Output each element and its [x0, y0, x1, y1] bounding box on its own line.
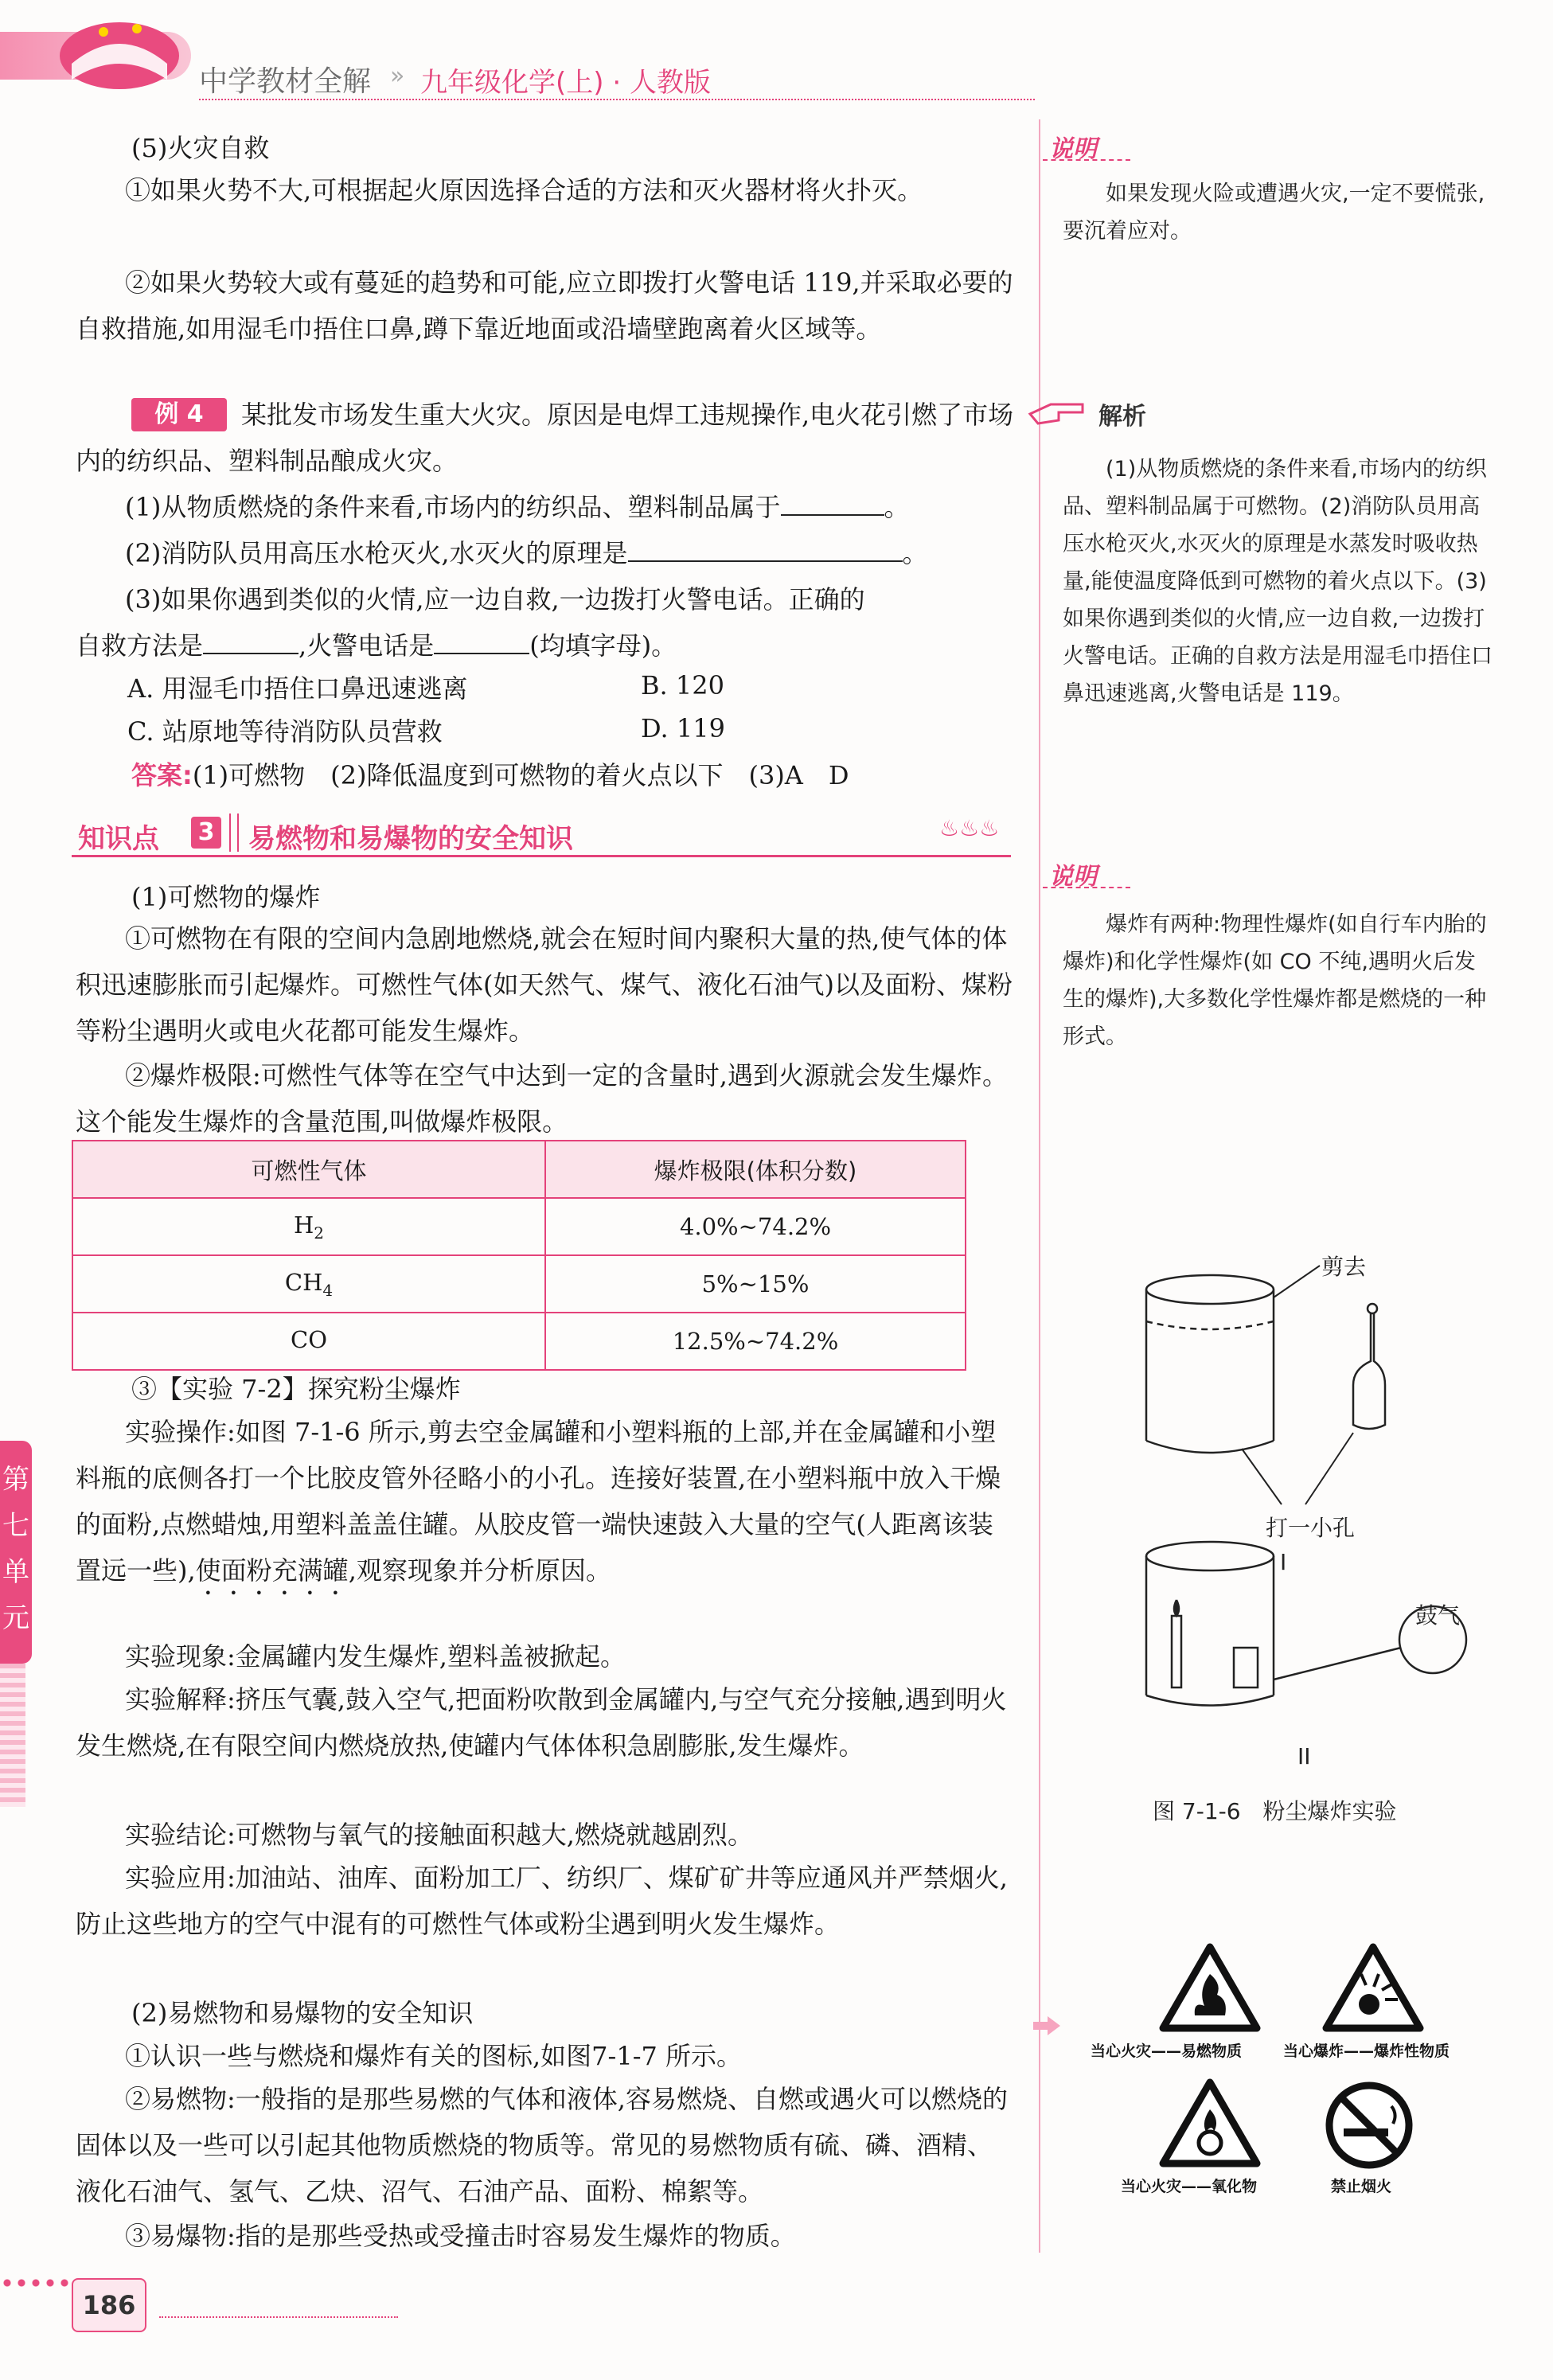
question-2-period: 。: [902, 538, 928, 568]
sign-label-explosive: 当心爆炸——爆炸性物质: [1283, 2043, 1450, 2060]
figure-roman-1: I: [1280, 1549, 1287, 1575]
explosion-limit-table: [72, 1140, 966, 1371]
footer-dots: [0, 2278, 72, 2288]
sign-label-no-smoking: 禁止烟火: [1331, 2178, 1392, 2195]
table-cell-limit: 5%~15%: [545, 1255, 966, 1313]
table-cell-limit: 12.5%~74.2%: [545, 1313, 966, 1370]
note1-label: 说明: [1049, 135, 1097, 163]
fire-escape-p2: ②如果火势较大或有蔓延的趋势和可能,应立即拨打火警电话 119,并采取必要的自救措施,如用湿毛巾捂住口鼻,蹲下靠近地面或沿墙壁跑离着火区域等。: [76, 267, 1013, 344]
unit-tab-label: 第七单元: [2, 1464, 29, 1634]
plastic-bottle-drawing: [1353, 1304, 1385, 1429]
fire-escape-title: (5)火灾自救: [131, 133, 270, 163]
example-tag: 例 4: [131, 398, 227, 431]
experiment-conclusion: 实验结论:可燃物与氧气的接触面积越大,燃烧就越剧烈。: [125, 1820, 753, 1850]
table-cell-gas: CO: [72, 1313, 545, 1370]
note1-underline: [1043, 159, 1130, 161]
table-cell-gas: $H_2$: [72, 1198, 545, 1255]
book-logo-icon: [48, 8, 191, 96]
flame-rating-icon: ♨♨♨: [939, 815, 1000, 841]
option-a: A. 用湿毛巾捂住口鼻迅速逃离: [127, 673, 468, 704]
answer-label: 答案:: [131, 760, 193, 790]
hole-leader-line: [1242, 1449, 1282, 1504]
section-label: 知识点: [78, 823, 159, 855]
option-c: C. 站原地等待消防队员营救: [127, 716, 443, 747]
question-2-text: (2)消防队员用高压水枪灭火,水灭火的原理是: [125, 538, 628, 568]
note1-text: 如果发现火险或遭遇火灾,一定不要慌张,要沉着应对。: [1063, 181, 1485, 244]
section-title: 易燃物和易爆物的安全知识: [248, 823, 573, 855]
flammable-warning-icon: [1158, 1942, 1262, 2034]
experiment-operation-emphasis: 使面粉充满罐: [195, 1555, 349, 1586]
analysis-text: (1)从物质燃烧的条件来看,市场内的纺织品、塑料制品属于可燃物。(2)消防队员用高压水枪灭火,水灭火的原理是水蒸发时吸收热量,能使温度降低到可燃物的着火点以下。(3)如果你遇到类似的火情,应一边自救,一边拨打火警电话。正确的自救方法是用湿毛巾捂住口鼻迅速逃离,火警电话是 119。: [1063, 457, 1493, 706]
note2-label: 说明: [1049, 863, 1097, 891]
section-p1: ①可燃物在有限的空间内急剧地燃烧,就会在短时间内聚积大量的热,使气体的体积迅速膨胀而引起爆炸。可燃性气体(如天然气、煤气、液化石油气)以及面粉、煤粉等粉尘遇明火或电火花都可能发生爆炸。: [76, 923, 1013, 1046]
option-b: B. 120: [641, 670, 724, 700]
answer-blank-3b[interactable]: [434, 627, 529, 654]
note2-text: 爆炸有两种:物理性爆炸(如自行车内胎的爆炸)和化学性爆炸(如 CO 不纯,遇明火后发生的爆炸),大多数化学性爆炸都是燃烧的一种形式。: [1063, 912, 1487, 1049]
fire-escape-p1: ①如果火势不大,可根据起火原因选择合适的方法和灭火器材将火扑灭。: [125, 175, 923, 205]
section-underline: [72, 855, 1011, 857]
note2-underline: [1043, 887, 1130, 888]
figure-caption: 图 7-1-6 粉尘爆炸实验: [1153, 1798, 1397, 1824]
table-header-limit: 爆炸极限(体积分数): [545, 1141, 966, 1198]
section-sub2: (2)易燃物和易爆物的安全知识: [131, 1998, 474, 2028]
question-3b-pre: 自救方法是: [76, 630, 204, 661]
experiment-operation-a: 实验操作:如图 7-1-6 所示,剪去空金属罐和小塑料瓶的上部,并在金属罐和小塑料瓶的底侧各打一个比胶皮管外径略小的小孔。连接好装置,在小塑料瓶中放入干燥的面粉,点燃蜡烛,用塑料盖盖住罐。从胶皮管一端快速鼓入大量的空气(人距离该装置远一些),: [76, 1417, 1001, 1586]
question-1: [76, 484, 1031, 530]
table-header-gas: 可燃性气体: [72, 1141, 545, 1198]
example-stem: 某批发市场发生重大火灾。原因是电焊工违规操作,电火花引燃了市场内的纺织品、塑料制品酿成火灾。: [76, 400, 1014, 476]
section-heading: [72, 810, 1011, 858]
metal-can-drawing: [1146, 1275, 1274, 1453]
question-1-text: (1)从物质燃烧的条件来看,市场内的纺织品、塑料制品属于: [125, 492, 781, 522]
answer-line: [131, 752, 849, 798]
header-book: 九年级化学(上) · 人教版: [420, 67, 711, 99]
section-p2: ②爆炸极限:可燃性气体等在空气中达到一定的含量时,遇到火源就会发生爆炸。这个能发生爆炸的含量范围,叫做爆炸极限。: [76, 1060, 1008, 1137]
figure-cut-label: 剪去: [1321, 1254, 1367, 1280]
no-smoking-icon: [1321, 2078, 1417, 2173]
question-3b: [76, 622, 1031, 669]
section-number-badge: 3: [191, 817, 221, 849]
question-3b-post: (均填字母)。: [529, 630, 677, 661]
section-sub1: (1)可燃物的爆炸: [131, 882, 321, 912]
table-row: [72, 1313, 966, 1370]
experiment-title: ③【实验 7-2】探究粉尘爆炸: [131, 1374, 461, 1404]
header-brand: 中学教材全解: [199, 65, 372, 98]
header-separator: »: [390, 62, 405, 90]
table-cell-gas: $CH_4$: [72, 1255, 545, 1313]
answer-blank-1[interactable]: [781, 489, 884, 516]
table-header-row: [72, 1141, 966, 1198]
experiment-phenomenon: 实验现象:金属罐内发生爆炸,塑料盖被掀起。: [125, 1641, 626, 1672]
experiment-operation: [76, 1409, 1015, 1601]
option-d: D. 119: [641, 713, 725, 743]
figure-blow-label: 鼓气: [1415, 1602, 1461, 1629]
table-cell-limit: 4.0%~74.2%: [545, 1198, 966, 1255]
figure-hole-label: 打一小孔: [1266, 1515, 1356, 1541]
oxidizer-warning-icon: [1158, 2078, 1262, 2169]
question-2: [76, 530, 1031, 576]
section-q-c: ③易爆物:指的是那些受热或受撞击时容易发生爆炸的物质。: [125, 2221, 796, 2251]
hole-leader-line-2: [1305, 1433, 1353, 1504]
unit-tab-stripes: [0, 1664, 25, 1807]
pointing-hand-icon: [1027, 390, 1091, 430]
section-q-b: ②易燃物:一般指的是那些易燃的气体和液体,容易燃烧、自燃或遇火可以燃烧的固体以及一些可以引起其他物质燃烧的物质等。常见的易燃物质有硫、磷、酒精、液化石油气、氢气、乙炔、沼气、石油产品、面粉、棉絮等。: [76, 2084, 1008, 2206]
answer-blank-2[interactable]: [628, 535, 903, 562]
question-3b-mid: ,火警电话是: [299, 630, 435, 661]
figure-roman-2: II: [1297, 1743, 1311, 1769]
cut-leader-line: [1274, 1266, 1320, 1297]
section-q-a: ①认识一些与燃烧和爆炸有关的图标,如图7-1-7 所示。: [125, 2041, 743, 2071]
experiment-application: 实验应用:加油站、油库、面粉加工厂、纺织厂、煤矿矿井等应通风并严禁烟火,防止这些地方的空气中混有的可燃性气体或粉尘遇到明火发生爆炸。: [76, 1863, 1008, 1939]
table-row: [72, 1255, 966, 1313]
answer-blank-3a[interactable]: [203, 627, 299, 654]
table-row: [72, 1198, 966, 1255]
question-1-period: 。: [884, 492, 910, 522]
analysis-label: 解析: [1098, 403, 1146, 431]
dust-explosion-figure: [1114, 1250, 1496, 1727]
page-number: 186: [72, 2278, 146, 2332]
question-3a: (3)如果你遇到类似的火情,应一边自救,一边拨打火警电话。正确的: [125, 584, 865, 615]
experiment-operation-c: ,观察现象并分析原因。: [348, 1555, 611, 1586]
experiment-explanation: 实验解释:挤压气囊,鼓入空气,把面粉吹散到金属罐内,与空气充分接触,遇到明火发生燃烧,在有限空间内燃烧放热,使罐内气体体积急剧膨胀,发生爆炸。: [76, 1684, 1007, 1761]
arrow-marker-icon: [1032, 2014, 1063, 2038]
answer-text: (1)可燃物 (2)降低温度到可燃物的着火点以下 (3)A D: [192, 760, 849, 790]
column-divider: [1039, 119, 1040, 2253]
sign-label-oxidizer: 当心火灾——氧化物: [1121, 2178, 1258, 2195]
explosive-warning-icon: [1321, 1942, 1425, 2034]
footer-rule: [159, 2316, 398, 2318]
header: [0, 0, 1553, 119]
sign-label-flammable: 当心火灾——易燃物质: [1091, 2043, 1243, 2060]
section-divider: [229, 813, 239, 852]
header-rule: [199, 99, 1035, 100]
